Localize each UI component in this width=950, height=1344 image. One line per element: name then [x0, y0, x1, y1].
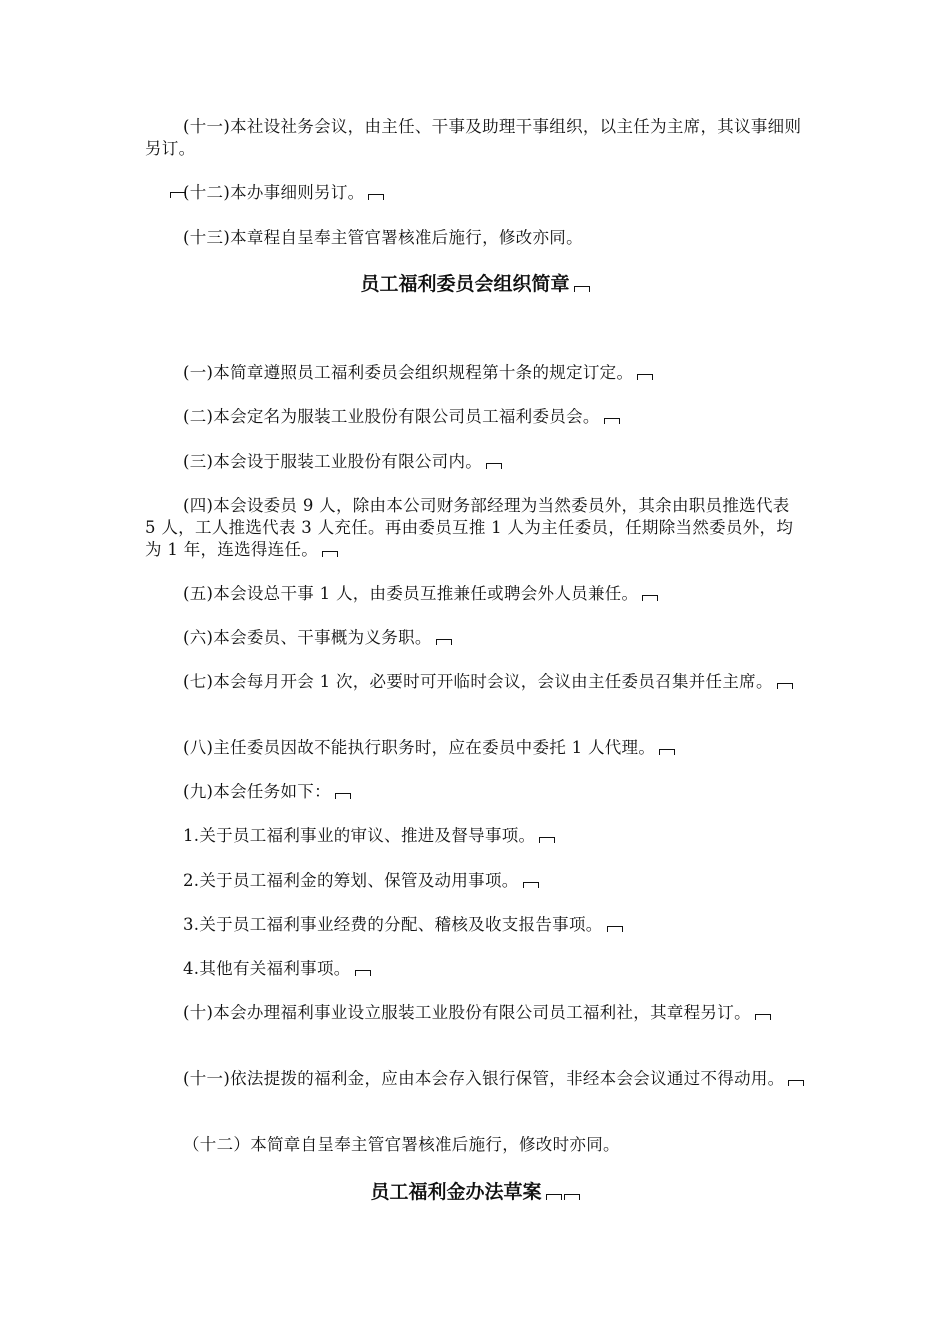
paragraph: (十二)本办事细则另订。: [145, 182, 805, 204]
paragraph-mark-icon: [564, 1192, 580, 1200]
paragraph-mark-icon: [368, 192, 384, 200]
list-item: （十二）本简章自呈奉主管官署核准后施行，修改时亦同。: [183, 1135, 620, 1154]
list-item: (八)主任委员因故不能执行职务时，应在委员中委托 1 人代理。: [145, 737, 805, 759]
list-item: (六)本会委员、干事概为义务职。: [145, 627, 805, 649]
section-title: 员工福利委员会组织简章: [0, 272, 950, 296]
list-item: (九)本会任务如下：: [145, 781, 805, 803]
list-item: 1.关于员工福利事业的审议、推进及督导事项。: [145, 825, 805, 847]
list-item: 3.关于员工福利事业经费的分配、稽核及收支报告事项。: [145, 914, 805, 936]
paragraph-mark-icon: [546, 1192, 562, 1200]
list-item: (一)本简章遵照员工福利委员会组织规程第十条的规定订定。: [145, 362, 805, 384]
paragraph-mark-icon: [604, 416, 620, 424]
paragraph-mark-icon: [322, 549, 338, 557]
paragraph-mark-icon: [355, 968, 371, 976]
list-item: (三)本会设于服装工业股份有限公司内。: [145, 451, 805, 473]
paragraph: (十三)本章程自呈奉主管官署核准后施行，修改亦同。: [183, 228, 583, 247]
list-item: 2.关于员工福利金的筹划、保管及动用事项。: [145, 870, 805, 892]
paragraph-mark-icon: [637, 372, 653, 380]
paragraph-mark-icon: [777, 681, 793, 689]
list-item: (二)本会定名为服装工业股份有限公司员工福利委员会。: [145, 406, 805, 428]
list-item: (五)本会设总干事 1 人，由委员互推兼任或聘会外人员兼任。: [145, 583, 805, 605]
list-item: 4.其他有关福利事项。: [145, 958, 805, 980]
paragraph-mark-icon: [335, 791, 351, 799]
paragraph-mark-icon: [539, 835, 555, 843]
paragraph-mark-icon: [659, 747, 675, 755]
paragraph-mark-icon: [523, 880, 539, 888]
list-item: (十)本会办理福利事业设立服装工业股份有限公司员工福利社，其章程另订。: [145, 1002, 805, 1024]
list-item: (七)本会每月开会 1 次，必要时可开临时会议，会议由主任委员召集并任主席。: [145, 671, 805, 693]
paragraph-mark-icon: [642, 593, 658, 601]
paragraph-mark-icon: [607, 924, 623, 932]
paragraph-mark-icon: [436, 637, 452, 645]
paragraph-mark-icon: [755, 1012, 771, 1020]
paragraph-mark-icon: [788, 1078, 804, 1086]
paragraph-mark-icon: [486, 461, 502, 469]
paragraph: (十一)本社设社务会议，由主任、干事及助理干事组织，以主任为主席，其议事细则另订。: [145, 117, 802, 158]
list-item: (十一)依法提拨的福利金，应由本会存入银行保管，非经本会会议通过不得动用。: [145, 1068, 805, 1090]
list-item: (四)本会设委员 9 人，除由本公司财务部经理为当然委员外，其余由职员推选代表 5 人，工人推选代表 3 人充任。再由委员互推 1 人为主任委员，任期除当然委员外，均为 1 年，连选得连任。: [145, 496, 794, 559]
paragraph-mark-icon: [574, 284, 590, 292]
section-title: 员工福利金办法草案: [0, 1180, 950, 1204]
